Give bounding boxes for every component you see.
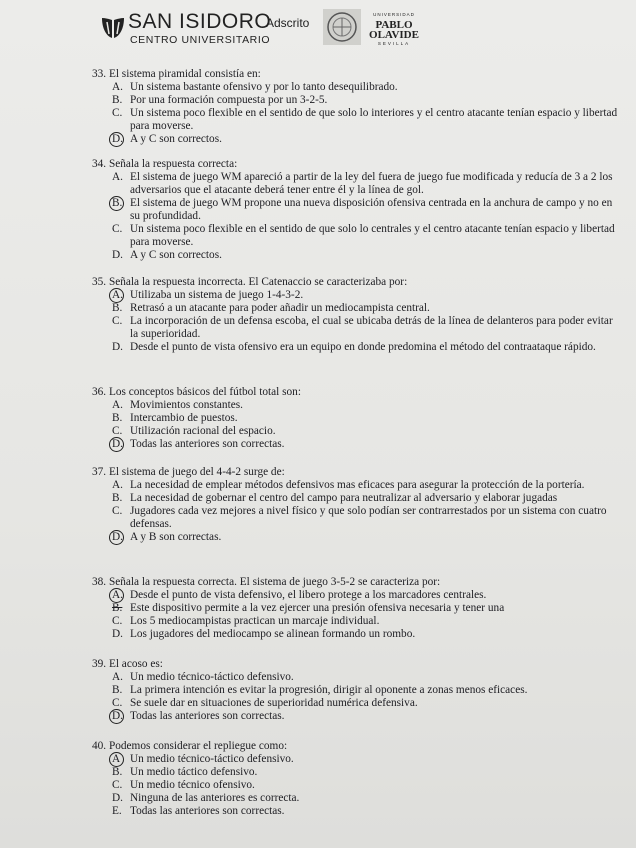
- question-35: [92, 276, 622, 354]
- option-a[interactable]: A. Utilizaba un sistema de juego 1-4-3-2.: [112, 289, 304, 301]
- question-37: [92, 466, 622, 544]
- question-title: 40. Podemos considerar el repliegue como:: [92, 740, 288, 752]
- brand-name: SAN ISIDORO: [128, 10, 272, 33]
- question-title: 39. El acoso es:: [92, 658, 163, 670]
- question-33: [92, 68, 622, 146]
- option-a[interactable]: A. Desde el punto de vista defensivo, el libero protege a los marcadores centrales.: [112, 589, 487, 601]
- option-b[interactable]: B. Por una formación compuesta por un 3-2-5.: [112, 94, 328, 106]
- svg-text:UNIVERSIDAD: UNIVERSIDAD: [373, 12, 415, 17]
- question-title: 34. Señala la respuesta correcta:: [92, 158, 238, 170]
- option-c[interactable]: C. Los 5 mediocampistas practican un marcaje individual.: [112, 615, 380, 627]
- option-c[interactable]: C. Se suele dar en situaciones de superioridad numérica defensiva.: [112, 697, 418, 709]
- svg-text:PABLO: PABLO: [375, 19, 413, 31]
- option-b[interactable]: B. El sistema de juego WM propone una nueva disposición ofensiva centrada en la anchura de campo y no en su profundidad.: [112, 197, 613, 222]
- question-title: 36. Los conceptos básicos del fútbol total son:: [92, 386, 301, 398]
- svg-text:OLAVIDE: OLAVIDE: [369, 29, 419, 41]
- option-c[interactable]: C. Un sistema poco flexible en el sentido de que solo lo centrales y el centro atacante tenían espacio y libertad para moverse.: [112, 223, 615, 248]
- question-38: [92, 576, 622, 641]
- option-d[interactable]: D. Desde el punto de vista ofensivo era un equipo en donde predomina el método del contraataque rápido.: [112, 341, 596, 353]
- question-39: [92, 658, 622, 723]
- option-e[interactable]: E. Todas las anteriores son correctas.: [112, 805, 285, 817]
- option-d[interactable]: D. A y C son correctos.: [112, 249, 222, 261]
- option-d[interactable]: D. Ninguna de las anteriores es correcta.: [112, 792, 300, 804]
- option-a[interactable]: A Un medio técnico-táctico defensivo.: [112, 753, 294, 765]
- option-a[interactable]: A. Movimientos constantes.: [112, 399, 243, 411]
- option-a[interactable]: A. Un sistema bastante ofensivo y por lo tanto desequilibrado.: [112, 81, 398, 93]
- question-title: 37. El sistema de juego del 4-4-2 surge de:: [92, 466, 285, 478]
- question-title: 38. Señala la respuesta correcta. El sistema de juego 3-5-2 se caracteriza por:: [92, 576, 441, 588]
- question-40: [92, 740, 622, 818]
- question-34: [92, 158, 622, 262]
- option-a[interactable]: A. El sistema de juego WM apareció a partir de la ley del fuera de juego fue modificada y reducía de 3 a 2 los adversarios que el atacante deberá tener entre él y la línea de gol.: [112, 171, 613, 196]
- option-b[interactable]: B. La primera intención es evitar la progresión, dirigir al oponente a zonas menos eficaces.: [112, 684, 528, 696]
- option-d[interactable]: D. A y C son correctos.: [112, 133, 222, 145]
- option-b[interactable]: B. La necesidad de gobernar el centro del campo para neutralizar al adversario y elaborar jugadas: [112, 492, 558, 504]
- question-title: 33. El sistema piramidal consistía en:: [92, 68, 261, 80]
- brand-subtitle: CENTRO UNIVERSITARIO: [130, 34, 271, 46]
- option-d[interactable]: D. Todas las anteriores son correctas.: [112, 710, 285, 722]
- option-d[interactable]: D. Los jugadores del mediocampo se alinean formando un rombo.: [112, 628, 416, 640]
- option-b[interactable]: B. Retrasó a un atacante para poder añadir un mediocampista central.: [112, 302, 430, 314]
- question-36: [92, 386, 622, 451]
- option-b[interactable]: B. Intercambio de puestos.: [112, 412, 238, 424]
- option-a[interactable]: A. Un medio técnico-táctico defensivo.: [112, 671, 294, 683]
- adscrito-label: Adscrito: [266, 16, 310, 30]
- option-d[interactable]: D. Todas las anteriores son correctas.: [112, 438, 285, 450]
- option-b[interactable]: B. Un medio táctico defensivo.: [112, 766, 258, 778]
- option-c[interactable]: C. Utilización racional del espacio.: [112, 425, 276, 437]
- question-title: 35. Señala la respuesta incorrecta. El Catenaccio se caracterizaba por:: [92, 276, 408, 288]
- option-a[interactable]: A. La necesidad de emplear métodos defensivos mas eficaces para asegurar la protección de la portería.: [112, 479, 585, 491]
- option-d[interactable]: D. A y B son correctas.: [112, 531, 222, 543]
- option-c[interactable]: C. Un sistema poco flexible en el sentido de que solo lo interiores y el centro atacante tenían espacio y libertad para moverse.: [112, 107, 618, 132]
- option-c[interactable]: C. Un medio técnico ofensivo.: [112, 779, 255, 791]
- option-c[interactable]: C. La incorporación de un defensa escoba, el cual se ubicaba detrás de la línea de delanteros para poder evitar la superioridad.: [112, 315, 613, 340]
- svg-text:SEVILLA: SEVILLA: [377, 41, 411, 46]
- option-b[interactable]: B. Este dispositivo permite a la vez ejercer una presión ofensiva necesaria y tener una: [112, 602, 505, 614]
- option-c[interactable]: C. Jugadores cada vez mejores a nivel físico y que solo podían ser contrarrestados por un sistema con cuatro defensas.: [112, 505, 607, 530]
